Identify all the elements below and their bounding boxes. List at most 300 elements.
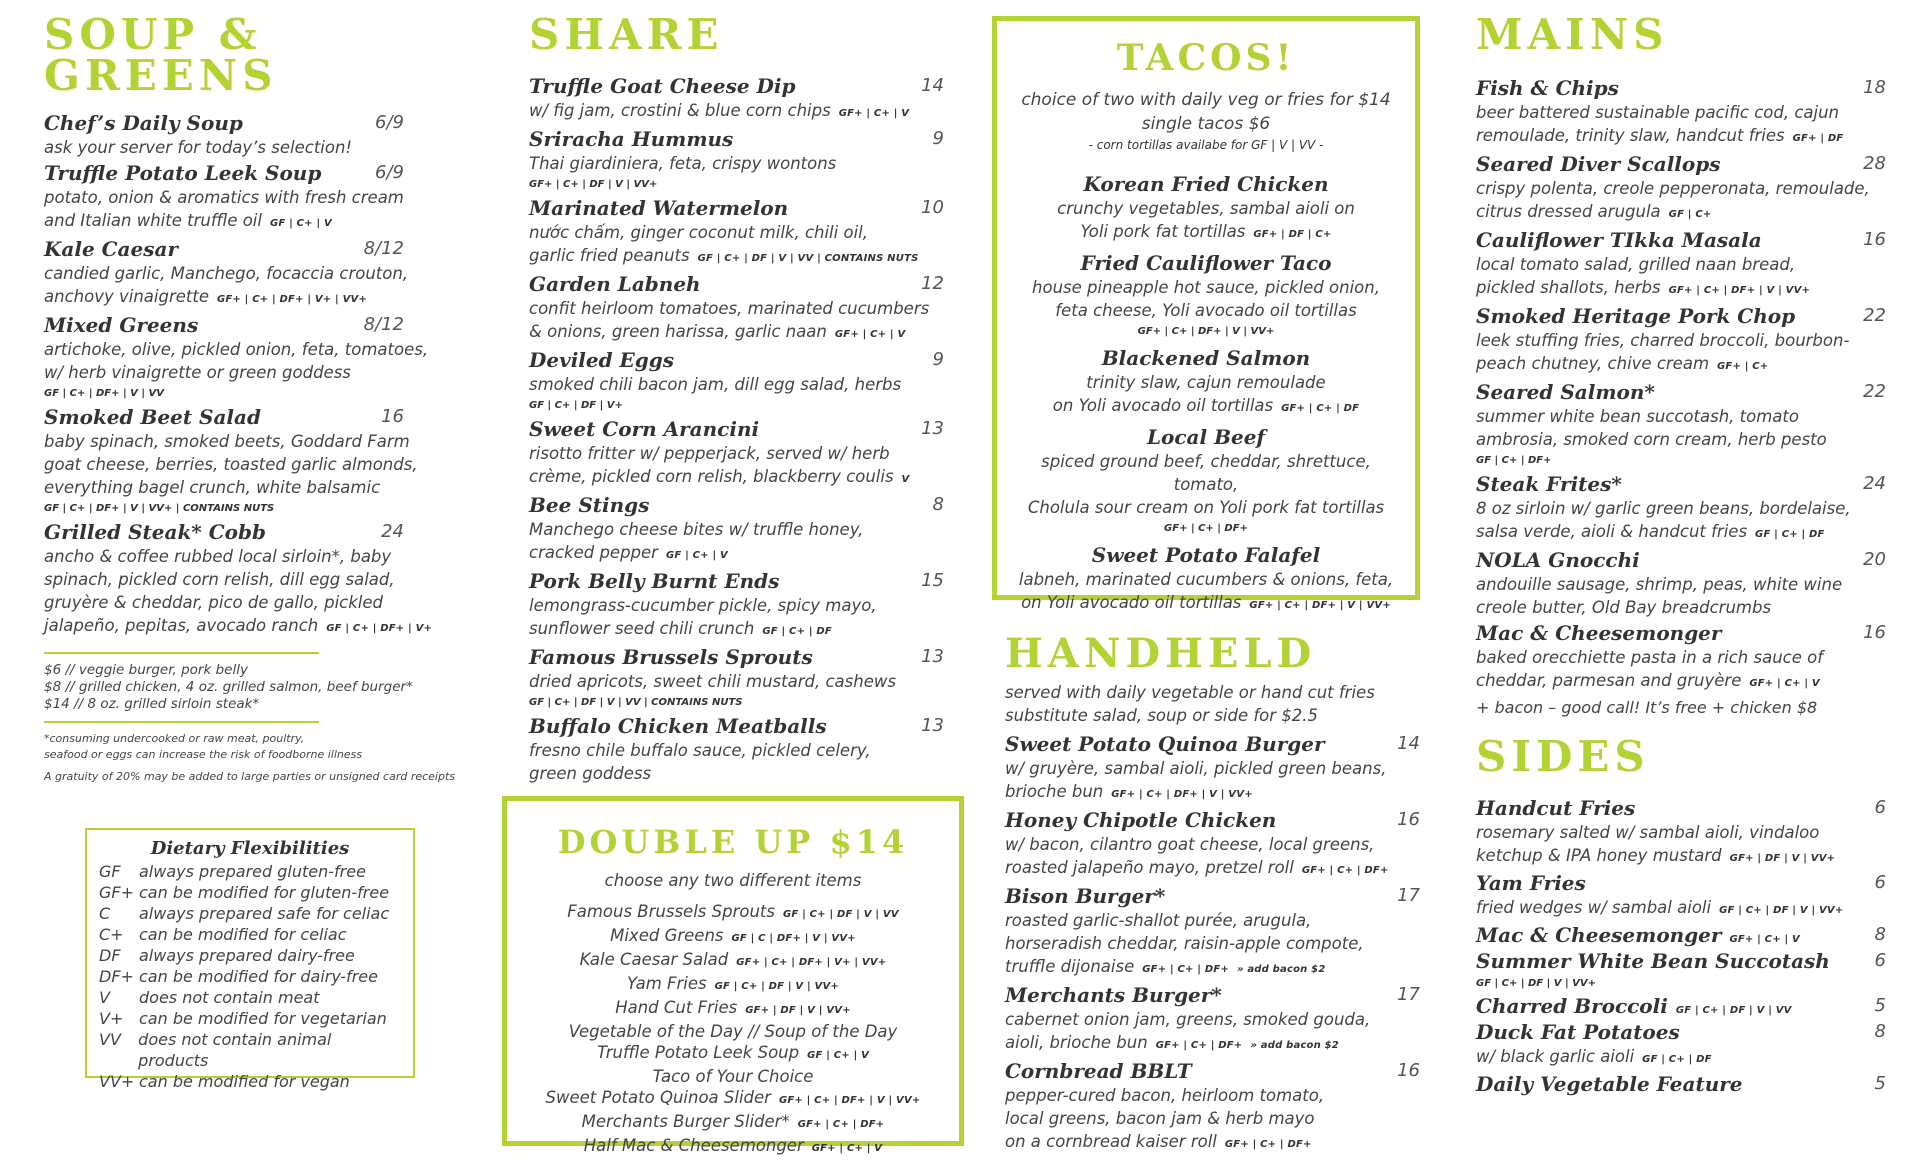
description-text: brioche bun <box>1005 782 1104 802</box>
description-text: ketchup & IPA honey mustard <box>1476 846 1722 866</box>
double-up-item <box>507 1021 959 1042</box>
description-text: & onions, green harissa, garlic naan <box>529 322 827 342</box>
taco-item <box>1007 345 1405 420</box>
item-name-row <box>1476 948 1886 974</box>
item-description <box>1476 596 1886 619</box>
item-description <box>1005 1008 1420 1031</box>
double-up-item <box>507 1087 959 1111</box>
dietary-tags: GF+ | C+ | DF | V | VV+ <box>529 179 658 191</box>
item-name-row <box>44 236 464 262</box>
description-text: remoulade, trinity slaw, handcut fries <box>1476 126 1785 146</box>
menu-item <box>1476 303 1886 378</box>
description-text: lemongrass-cucumber pickle, spicy mayo, <box>529 596 877 616</box>
description-text: Cholula sour cream on Yoli pork fat tortillas <box>1027 498 1385 518</box>
item-price: 5 <box>1874 995 1886 1017</box>
item-name: Deviled Eggs <box>529 348 675 373</box>
item-name: Sriracha Hummus <box>529 127 734 152</box>
double-up-item <box>507 1042 959 1066</box>
item-description <box>529 152 944 175</box>
description-text: truffle dijonaise <box>1005 957 1135 977</box>
dietary-list <box>99 861 401 1092</box>
item-description <box>529 739 944 762</box>
item-name: Garden Labneh <box>529 272 701 297</box>
description-text: w/ black garlic aioli <box>1476 1047 1635 1067</box>
item-name: Bison Burger* <box>1005 884 1166 909</box>
description-text: cabernet onion jam, greens, smoked gouda, <box>1005 1010 1371 1030</box>
item-name-row <box>529 416 944 442</box>
description-text: smoked chili bacon jam, dill egg salad, herbs <box>529 375 902 395</box>
description-text: goat cheese, berries, toasted garlic almonds, <box>44 455 418 475</box>
item-name: Blackened Salmon <box>1101 346 1311 371</box>
dietary-tags: GF+ | C+ | DF+ <box>797 1119 885 1131</box>
item-name-row <box>529 347 944 373</box>
item-price: 22 <box>1863 305 1886 327</box>
dietary-tags: GF | C+ | V <box>269 218 332 230</box>
addon-list <box>44 662 464 713</box>
item-description <box>44 136 464 159</box>
dietary-tags: GF | C+ | DF <box>1642 1054 1712 1066</box>
item-name: Yam Fries <box>1476 871 1586 896</box>
tacos-box <box>992 16 1420 613</box>
item-price: 8 <box>1874 1021 1886 1043</box>
item-price: 24 <box>1863 473 1886 495</box>
dietary-tags: GF | C+ | DF <box>762 626 832 638</box>
item-name: Buffalo Chicken Meatballs <box>529 714 827 739</box>
double-up-item <box>507 1066 959 1087</box>
handheld-intro-line: served with daily vegetable or hand cut fries <box>1005 683 1375 703</box>
item-price: 17 <box>1397 885 1420 907</box>
item-description <box>44 453 464 476</box>
description-text: confit heirloom tomatoes, marinated cucumbers <box>529 299 930 319</box>
menu-item <box>529 713 944 785</box>
menu-item <box>44 519 464 640</box>
double-up-item-name: Hand Cut Fries <box>615 998 738 1018</box>
item-description <box>529 762 944 785</box>
dietary-tags: GF+ | C+ | V <box>811 1143 883 1155</box>
description-text: creole butter, Old Bay breadcrumbs <box>1476 598 1772 618</box>
item-name-row <box>1005 731 1420 757</box>
menu-item <box>529 492 944 567</box>
soup-items <box>44 110 464 640</box>
item-name: Grilled Steak* Cobb <box>44 520 266 545</box>
item-description <box>44 338 464 361</box>
item-description <box>1476 329 1886 352</box>
dietary-row <box>99 987 401 1008</box>
share-items <box>529 73 944 785</box>
item-price: 13 <box>921 646 944 668</box>
double-up-item-name: Merchants Burger Slider* <box>581 1112 790 1132</box>
menu-item <box>529 271 944 346</box>
item-name-row <box>1005 982 1420 1008</box>
description-text: pickled shallots, herbs <box>1476 278 1661 298</box>
dietary-tags: GF+ | C+ | DF+ | V | VV+ <box>1111 789 1253 801</box>
tacos-single: single tacos $6 <box>1141 114 1271 135</box>
menu-item <box>1476 379 1886 470</box>
disclaimer-line: *consuming undercooked or raw meat, poultry, <box>44 732 305 746</box>
dietary-tags: GF+ | C+ | DF+ <box>1301 865 1389 877</box>
dietary-code: C <box>99 904 111 923</box>
item-description <box>529 465 944 491</box>
item-price: 6 <box>1874 872 1886 894</box>
item-name-row <box>529 126 944 152</box>
item-price: 9 <box>932 128 944 150</box>
item-description <box>1476 253 1886 276</box>
item-name-row <box>1476 547 1886 573</box>
divider <box>44 652 319 654</box>
dietary-row <box>99 1071 401 1092</box>
item-description <box>1476 1045 1886 1071</box>
item-description <box>1005 757 1420 780</box>
item-name: Sweet Potato Quinoa Burger <box>1005 732 1325 757</box>
double-up-item <box>507 949 959 973</box>
menu-item <box>529 126 944 194</box>
menu-item <box>1476 620 1886 695</box>
handheld-intro <box>1005 681 1420 727</box>
item-name: Mac & Cheesemonger <box>1476 621 1722 646</box>
item-name: Merchants Burger* <box>1005 983 1222 1008</box>
item-description <box>1007 371 1405 394</box>
item-price: 6 <box>1874 797 1886 819</box>
item-name-row <box>529 713 944 739</box>
item-description <box>529 670 944 693</box>
dietary-tags: GF+ | C+ | DF+ <box>1164 523 1248 535</box>
item-price: 14 <box>921 75 944 97</box>
description-text: aioli, brioche bun <box>1005 1033 1148 1053</box>
item-price: 17 <box>1397 984 1420 1006</box>
description-text: ambrosia, smoked corn cream, herb pesto <box>1476 430 1827 450</box>
gratuity-note: A gratuity of 20% may be added to large parties or unsigned card receipts <box>44 770 456 784</box>
item-name-row <box>44 404 464 430</box>
dietary-tags: GF | C+ <box>1668 209 1712 221</box>
mains-items <box>1476 75 1886 695</box>
menu-item <box>1476 993 1886 1019</box>
taco-items <box>1007 171 1405 617</box>
item-description <box>44 285 464 311</box>
item-description <box>529 320 944 346</box>
item-name: Famous Brussels Sprouts <box>529 645 813 670</box>
item-description <box>1476 276 1886 302</box>
item-name-row <box>44 519 464 545</box>
item-description <box>44 545 464 568</box>
menu-item <box>44 312 464 403</box>
taco-item <box>1007 424 1405 538</box>
double-up-item <box>507 925 959 949</box>
dietary-tags: GF | C+ | DF | V | VV+ <box>1719 905 1844 917</box>
description-text: andouille sausage, shrimp, peas, white wine <box>1476 575 1843 595</box>
dietary-tags: GF+ | C+ <box>1717 361 1769 373</box>
item-name: Duck Fat Potatoes <box>1476 1020 1680 1045</box>
handheld-items <box>1005 731 1420 1156</box>
item-price: 16 <box>1863 229 1886 251</box>
dietary-tags: GF+ | C+ | V <box>1749 678 1820 690</box>
item-name: Sweet Corn Arancini <box>529 417 760 442</box>
description-text: ask your server for today’s selection! <box>44 138 353 158</box>
description-text: roasted jalapeño mayo, pretzel roll <box>1005 858 1294 878</box>
item-name-row <box>529 568 944 594</box>
menu-item <box>1005 982 1420 1057</box>
dietary-tags: GF+ | C+ | DF <box>1281 403 1360 415</box>
mains-section <box>1476 10 1886 719</box>
item-description <box>529 617 944 643</box>
description-text: on Yoli avocado oil tortillas <box>1052 396 1274 416</box>
description-text: crème, pickled corn relish, blackberry coulis <box>529 467 894 487</box>
double-up-item-name: Famous Brussels Sprouts <box>567 902 775 922</box>
menu-item <box>1476 227 1886 302</box>
menu-item <box>1476 1019 1886 1071</box>
addon-note: » add bacon $2 <box>1236 964 1326 976</box>
item-description <box>529 518 944 541</box>
item-name-row <box>44 160 464 186</box>
menu-item <box>529 73 944 125</box>
description-text: anchovy vinaigrette <box>44 287 209 307</box>
item-name: NOLA Gnocchi <box>1476 548 1640 573</box>
double-up-item <box>507 1111 959 1135</box>
dietary-tags: V <box>901 474 910 486</box>
item-description <box>529 442 944 465</box>
double-up-item-name: Sweet Potato Quinoa Slider <box>545 1088 771 1108</box>
item-name: Kale Caesar <box>44 237 178 262</box>
dietary-row <box>99 924 401 945</box>
double-up-item-name: Kale Caesar Salad <box>579 950 729 970</box>
tacos-note: - corn tortillas availabe for GF | V | VV - <box>1088 138 1324 153</box>
description-text: rosemary salted w/ sambal aioli, vindaloo <box>1476 823 1820 843</box>
item-name-row <box>529 195 944 221</box>
dietary-tags: GF+ | DF <box>1792 133 1844 145</box>
disclaimer-line: seafood or eggs can increase the risk of foodborne illness <box>44 748 363 762</box>
item-name: Sweet Potato Falafel <box>1091 543 1321 568</box>
dietary-meaning: can be modified for vegan <box>139 1072 350 1091</box>
menu-item <box>1476 1071 1886 1097</box>
item-name: Local Beef <box>1146 425 1266 450</box>
dietary-tags: GF | C+ | DF | V | VV+ <box>1476 978 1596 990</box>
item-price: 16 <box>1397 1060 1420 1082</box>
item-description <box>44 209 464 235</box>
double-up-box <box>502 796 964 1156</box>
dietary-tags: GF+ | DF | V | VV+ <box>745 1005 851 1017</box>
dietary-meaning: can be modified for celiac <box>139 925 347 944</box>
double-up-item-name: Yam Fries <box>627 974 707 994</box>
share-section <box>529 10 944 786</box>
dietary-code: V <box>99 988 110 1007</box>
item-name-row <box>1476 303 1886 329</box>
menu-item <box>529 347 944 415</box>
menu-item <box>1005 1058 1420 1156</box>
description-text: gruyère & cheddar, pico de gallo, pickled <box>44 593 383 613</box>
description-text: house pineapple hot sauce, pickled onion, <box>1032 278 1380 298</box>
dietary-code: C+ <box>99 925 124 944</box>
double-up-item-name: Truffle Potato Leek Soup <box>596 1043 800 1063</box>
description-text: salsa verde, aioli & handcut fries <box>1476 522 1748 542</box>
description-text: fresno chile buffalo sauce, pickled celery, <box>529 741 871 761</box>
description-text: baby spinach, smoked beets, Goddard Farm <box>44 432 410 452</box>
item-description <box>1476 497 1886 520</box>
item-description <box>1476 405 1886 428</box>
dietary-row <box>99 1008 401 1029</box>
dietary-box <box>85 828 415 1091</box>
description-text: on a cornbread kaiser roll <box>1005 1132 1217 1152</box>
dietary-meaning: always prepared gluten-free <box>139 862 366 881</box>
divider <box>44 721 319 723</box>
item-description <box>1007 276 1405 299</box>
description-text: leek stuffing fries, charred broccoli, bourbon- <box>1476 331 1850 351</box>
item-description <box>529 99 944 125</box>
description-text: Manchego cheese bites w/ truffle honey, <box>529 520 864 540</box>
handheld-intro-line: substitute salad, soup or side for $2.5 <box>1005 706 1319 726</box>
description-text: jalapeño, pepitas, avocado ranch <box>44 616 319 636</box>
double-up-title: DOUBLE UP $14 <box>557 823 909 861</box>
description-text: and Italian white truffle oil <box>44 211 262 231</box>
dietary-tags: GF+ | C+ | DF+ <box>1142 964 1229 976</box>
description-text: cracked pepper <box>529 543 658 563</box>
disclaimer <box>44 731 464 763</box>
dietary-tags: GF | C+ | DF <box>1755 529 1825 541</box>
description-text: local greens, bacon jam & herb mayo <box>1005 1109 1315 1129</box>
tacos-title: TACOS! <box>1116 37 1296 79</box>
menu-item <box>44 236 464 311</box>
description-text: w/ gruyère, sambal aioli, pickled green beans, <box>1005 759 1387 779</box>
item-description <box>529 373 944 396</box>
description-text: everything bagel crunch, white balsamic <box>44 478 381 498</box>
item-price: 18 <box>1863 77 1886 99</box>
dietary-tags: GF | C+ | DF | V | VV | CONTAINS NUTS <box>529 697 743 709</box>
item-description <box>44 361 464 384</box>
description-text: Yoli pork fat tortillas <box>1080 222 1246 242</box>
item-name: Cornbread BBLT <box>1005 1059 1192 1084</box>
item-name: Fried Cauliflower Taco <box>1080 251 1332 276</box>
description-text: feta cheese, Yoli avocado oil tortillas <box>1055 301 1357 321</box>
item-description <box>1476 101 1886 124</box>
dietary-tags: GF+ | C+ | DF+ | V+ | VV+ <box>216 294 368 306</box>
description-text: horseradish cheddar, raisin-apple compote, <box>1005 934 1364 954</box>
handheld-section <box>1005 630 1420 1157</box>
item-name: Fish & Chips <box>1476 76 1619 101</box>
description-text: garlic fried peanuts <box>529 246 690 266</box>
item-name-row <box>1005 807 1420 833</box>
description-text: nước chấm, ginger coconut milk, chili oil, <box>529 223 868 243</box>
description-text: crispy polenta, creole pepperonata, remoulade, <box>1476 179 1870 199</box>
description-text: spinach, pickled corn relish, dill egg salad, <box>44 570 395 590</box>
section-title-line2: GREENS <box>44 51 278 101</box>
dietary-tags: GF | C+ | DF | V | VV <box>1675 1005 1792 1017</box>
dietary-code: VV <box>99 1030 121 1049</box>
item-name-row <box>1476 620 1886 646</box>
item-description <box>44 262 464 285</box>
item-description <box>1476 844 1886 870</box>
item-name-row <box>1476 379 1886 405</box>
item-name: Smoked Beet Salad <box>44 405 261 430</box>
taco-item <box>1007 250 1405 341</box>
item-name-row <box>529 271 944 297</box>
dietary-row <box>99 1029 401 1071</box>
dietary-tags: GF | C | DF+ | V | VV+ <box>731 933 856 945</box>
item-description <box>529 244 944 270</box>
item-price: 6 <box>1874 950 1886 972</box>
item-name: Charred Broccoli <box>1476 994 1668 1019</box>
item-description <box>1476 428 1886 451</box>
item-name-row <box>44 312 464 338</box>
double-up-item-name: Taco of Your Choice <box>652 1067 814 1087</box>
dietary-meaning: does not contain meat <box>139 988 320 1007</box>
dietary-tags: GF | C+ | V <box>665 550 728 562</box>
double-up-items <box>507 901 959 1159</box>
item-name: Chef’s Daily Soup <box>44 111 243 136</box>
item-name-row <box>44 110 464 136</box>
item-price: 13 <box>921 715 944 737</box>
item-description <box>1476 573 1886 596</box>
description-text: on Yoli avocado oil tortillas <box>1021 593 1242 613</box>
menu-item <box>1476 795 1886 870</box>
item-description <box>1476 821 1886 844</box>
dietary-tags: GF+ | C+ | DF+ <box>1155 1040 1243 1052</box>
dietary-meaning: can be modified for dairy-free <box>139 967 378 986</box>
item-description <box>44 186 464 209</box>
item-description <box>44 591 464 614</box>
dietary-tags: GF+ | C+ | DF+ | V | VV+ <box>778 1095 921 1107</box>
item-name: Seared Salmon* <box>1476 380 1655 405</box>
description-text: sunflower seed chili crunch <box>529 619 755 639</box>
dietary-tags: GF+ | C+ | V <box>1729 934 1800 946</box>
double-up-subtitle: choose any two different items <box>604 871 862 891</box>
menu-item <box>1476 471 1886 546</box>
item-price: 16 <box>381 406 404 428</box>
item-description <box>1005 1031 1420 1057</box>
menu-item <box>1005 883 1420 981</box>
description-text: fried wedges w/ sambal aioli <box>1476 898 1712 918</box>
item-description <box>1476 124 1886 150</box>
item-price: 14 <box>1397 733 1420 755</box>
item-description <box>44 614 464 640</box>
item-description <box>529 594 944 617</box>
item-description <box>1007 394 1405 420</box>
item-description <box>1007 568 1405 591</box>
item-description <box>529 541 944 567</box>
dietary-meaning: can be modified for gluten-free <box>139 883 390 902</box>
item-description <box>1005 1084 1420 1107</box>
double-up-item <box>507 973 959 997</box>
menu-item <box>1476 870 1886 922</box>
item-name: Summer White Bean Succotash <box>1476 949 1830 974</box>
menu-item <box>44 110 464 159</box>
description-text: Thai giardiniera, feta, crispy wontons <box>529 154 837 174</box>
dietary-code: VV+ <box>99 1072 135 1091</box>
item-name: Pork Belly Burnt Ends <box>529 569 780 594</box>
description-text: w/ fig jam, crostini & blue corn chips <box>529 101 831 121</box>
addon-line: $6 // veggie burger, pork belly <box>44 662 248 679</box>
item-name: Korean Fried Chicken <box>1083 172 1329 197</box>
item-price: 28 <box>1863 153 1886 175</box>
description-text: w/ herb vinaigrette or green goddess <box>44 363 351 383</box>
section-title: SHARE <box>529 10 724 59</box>
item-description <box>1005 780 1420 806</box>
item-name-row <box>529 644 944 670</box>
menu-item <box>1476 547 1886 619</box>
dietary-code: GF+ <box>99 883 135 902</box>
dietary-meaning: does not contain animal products <box>138 1030 332 1070</box>
item-price: 6/9 <box>375 162 404 184</box>
item-description <box>1007 299 1405 322</box>
dietary-meaning: always prepared dairy-free <box>139 946 355 965</box>
item-price: 12 <box>921 273 944 295</box>
item-price: 8 <box>1874 924 1886 946</box>
item-name: Marinated Watermelon <box>529 196 789 221</box>
item-price: 6/9 <box>375 112 404 134</box>
dietary-tags: GF+ | DF | V | VV+ <box>1729 853 1836 865</box>
description-text: roasted garlic-shallot purée, arugula, <box>1005 911 1312 931</box>
sides-items <box>1476 795 1886 1097</box>
menu-item <box>1476 922 1886 948</box>
menu-item <box>529 644 944 712</box>
item-name-row <box>1476 1019 1886 1045</box>
